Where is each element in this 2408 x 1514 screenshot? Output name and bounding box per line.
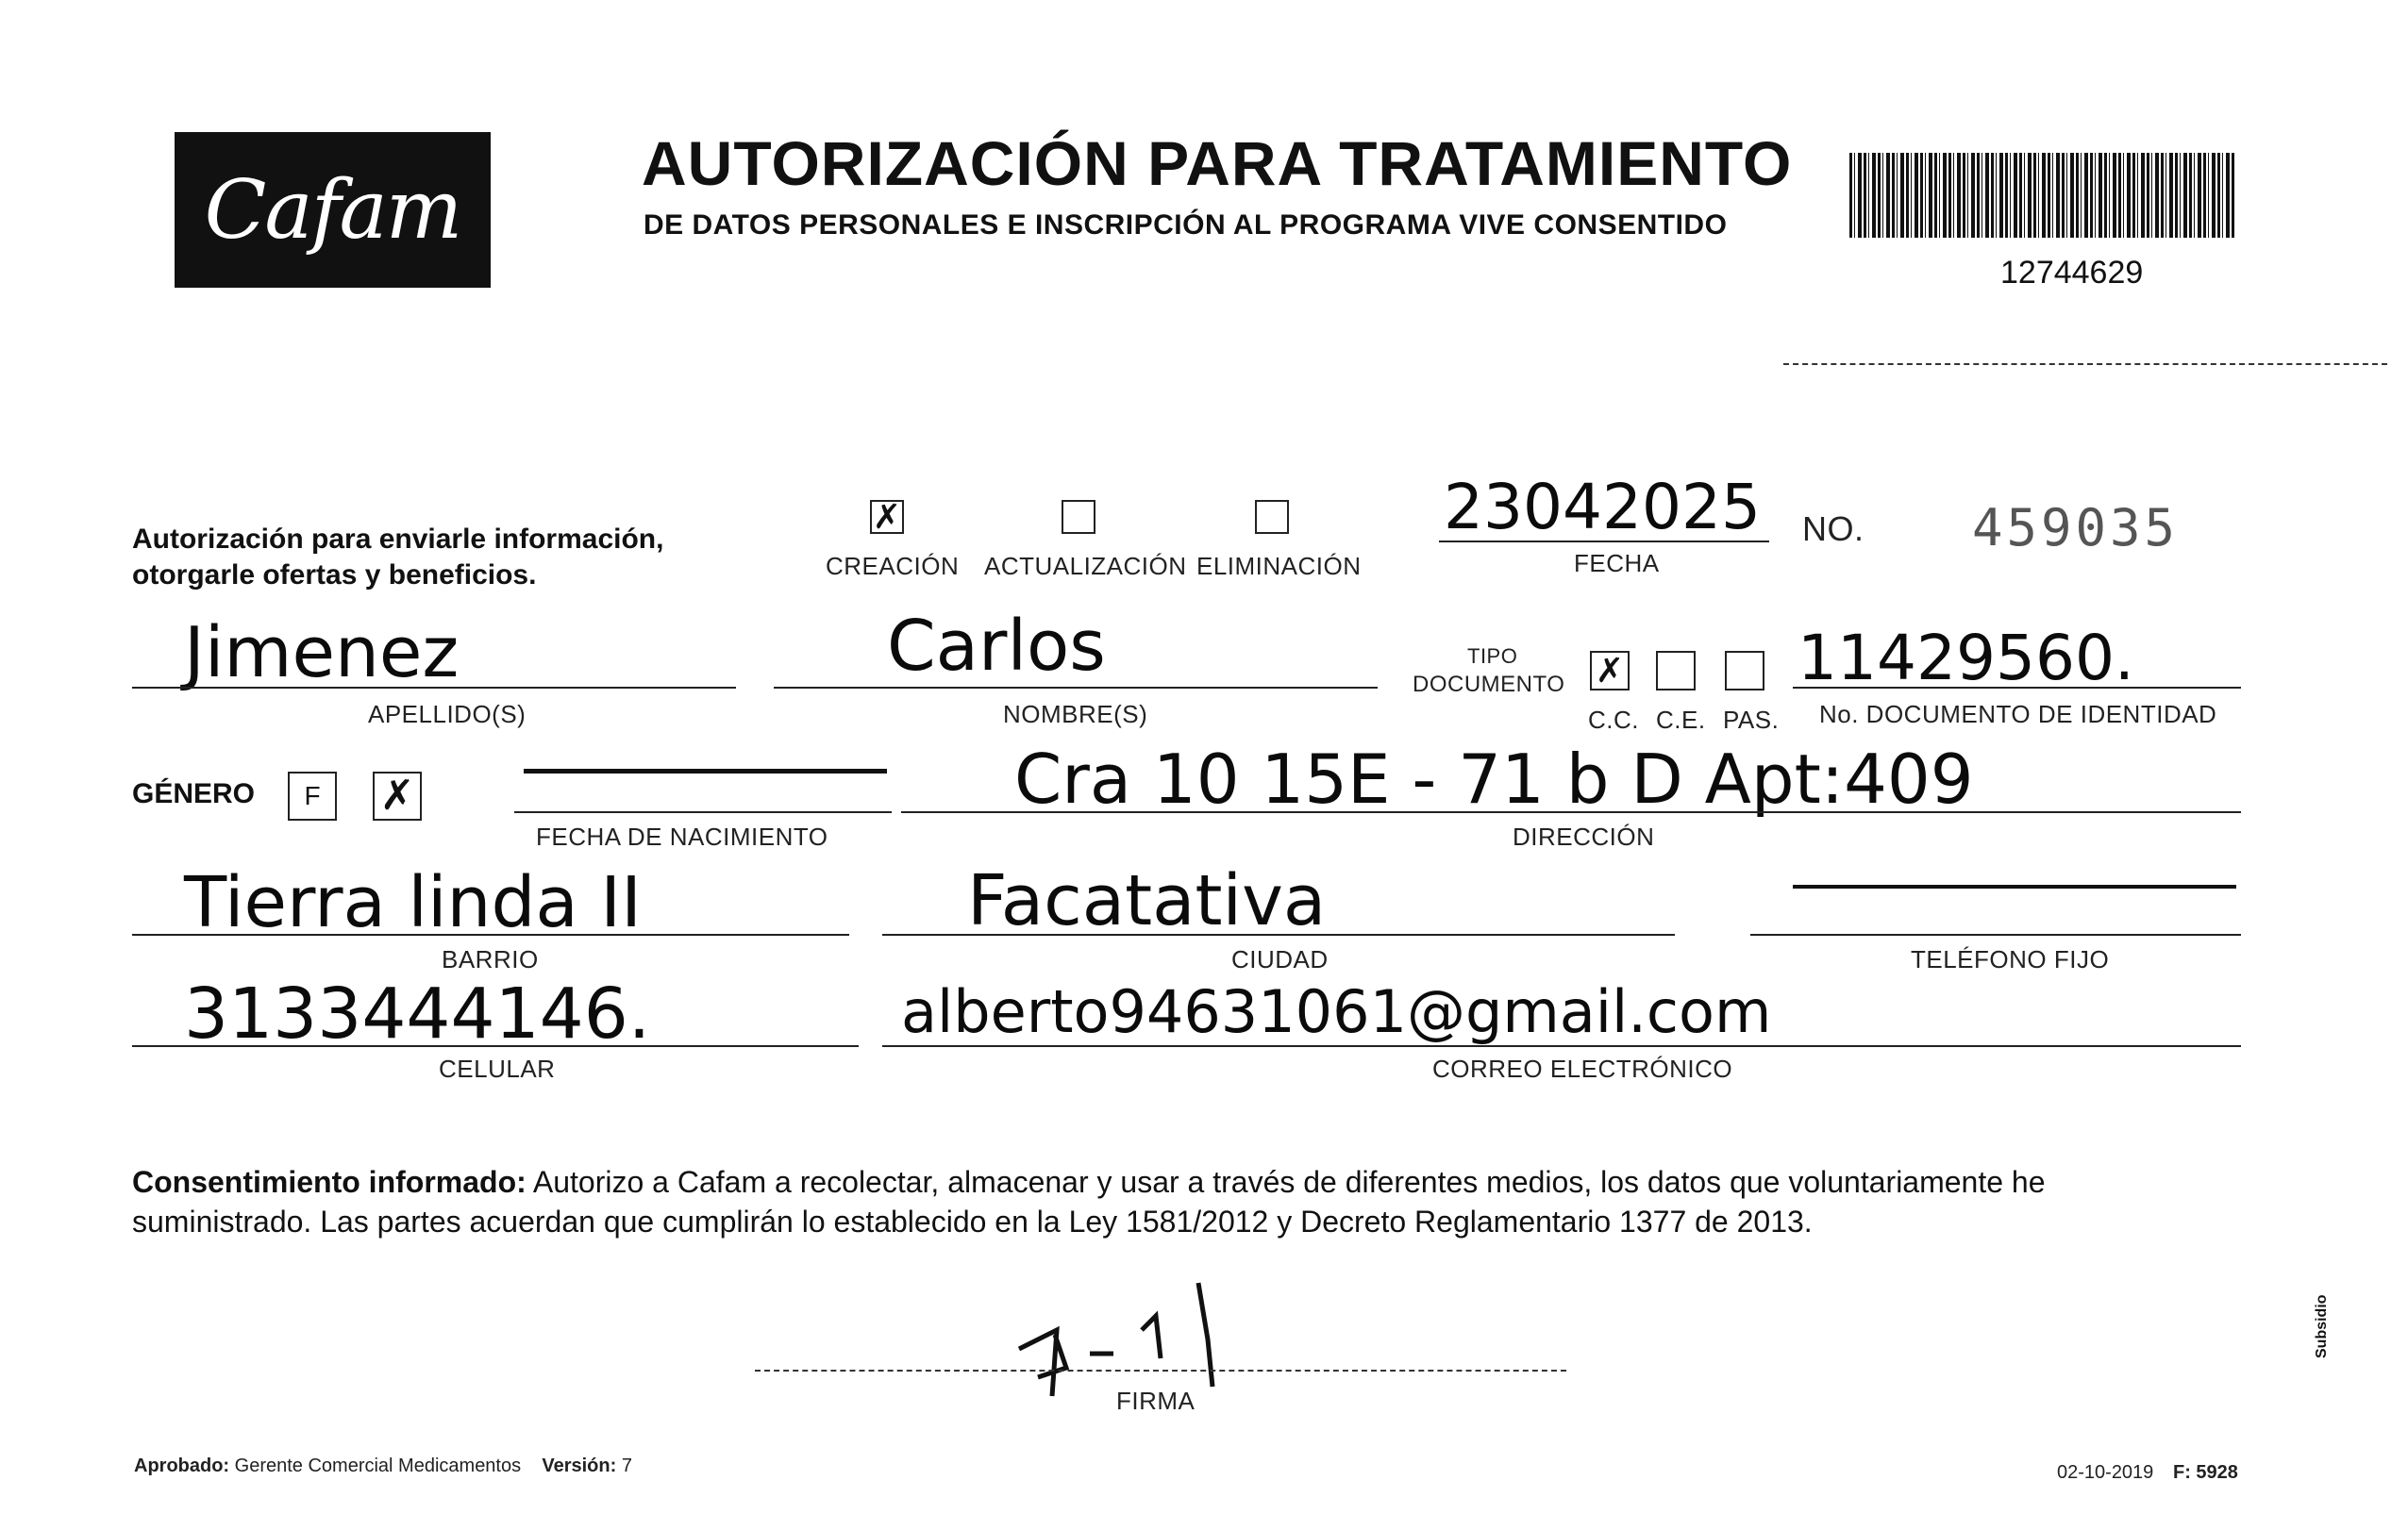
ciudad-label: CIUDAD <box>1231 945 1329 973</box>
form-number: 459035 <box>1972 498 2180 557</box>
telefono-fijo-strike <box>1793 885 2236 889</box>
eliminacion-checkbox[interactable] <box>1255 500 1289 534</box>
genero-label: GÉNERO <box>132 778 256 809</box>
cafam-logo <box>175 132 491 288</box>
direccion-label: DIRECCIÓN <box>1513 823 1655 851</box>
genero-f-checkbox[interactable] <box>288 772 337 821</box>
authorization-text-line1: Autorización para enviarle información, <box>132 524 664 555</box>
tipo-documento-label-1: TIPO <box>1467 644 1518 668</box>
date-underline <box>1439 541 1769 542</box>
footer-form-code: F: 5928 <box>2173 1462 2238 1483</box>
form-subtitle: DE DATOS PERSONALES E INSCRIPCIÓN AL PROGRAMA VIVE CONSENTIDO <box>644 209 1728 241</box>
version-label: Versión: <box>542 1456 617 1476</box>
side-vertical-text: Subsidio <box>2314 1294 2330 1358</box>
actualizacion-checkbox[interactable] <box>1062 500 1095 534</box>
approved-value: Gerente Comercial Medicamentos <box>234 1456 522 1476</box>
barrio-value[interactable]: Tierra linda II <box>184 862 642 943</box>
ciudad-value[interactable]: Facatativa <box>967 860 1327 941</box>
approved-label: Aprobado: <box>134 1456 230 1476</box>
nombres-underline <box>774 687 1378 689</box>
pas-label: PAS. <box>1723 706 1780 734</box>
date-value[interactable]: 23042025 <box>1444 471 1761 543</box>
creacion-label: CREACIÓN <box>826 552 960 580</box>
telefono-fijo-label: TELÉFONO FIJO <box>1911 945 2110 973</box>
direccion-underline <box>901 811 2241 813</box>
tipo-documento-label-2: DOCUMENTO <box>1413 672 1565 697</box>
genero-m-checkbox[interactable]: ✗ <box>373 772 422 821</box>
genero-f-label: F <box>304 781 321 810</box>
firma-label: FIRMA <box>1116 1387 1196 1415</box>
fecha-nacimiento-underline <box>514 811 892 813</box>
creacion-checkbox[interactable]: ✗ <box>870 500 904 534</box>
consent-paragraph <box>132 1162 2227 1241</box>
documento-underline <box>1793 687 2241 689</box>
consent-heading: Consentimiento informado: <box>132 1165 527 1199</box>
barcode-image <box>1849 153 2236 238</box>
fecha-nacimiento-label: FECHA DE NACIMIENTO <box>536 823 828 851</box>
ciudad-underline <box>882 934 1675 936</box>
actualizacion-label: ACTUALIZACIÓN <box>984 552 1187 580</box>
apellidos-underline <box>132 687 736 689</box>
celular-label: CELULAR <box>439 1055 556 1083</box>
nombres-label: NOMBRE(S) <box>1003 700 1148 728</box>
celular-value[interactable]: 3133444146. <box>184 973 651 1055</box>
consent-body: Autorizo a Cafam a recolectar, almacenar y usar a través de diferentes medios, los datos que voluntariamente he suministrado. Las partes acuerdan que cumplirán lo establecido en la Ley 1581/2012 y Decreto Reglamentario 1377 de 2013. <box>132 1165 2046 1239</box>
pas-checkbox[interactable] <box>1725 651 1764 690</box>
documento-value[interactable]: 11429560. <box>1798 622 2134 694</box>
footer-approved <box>134 1456 632 1477</box>
eliminacion-label: ELIMINACIÓN <box>1196 552 1362 580</box>
firma-underline[interactable] <box>755 1370 1566 1372</box>
documento-label: No. DOCUMENTO DE IDENTIDAD <box>1819 700 2217 728</box>
fecha-nacimiento-strike <box>524 769 887 774</box>
barcode-number: 12744629 <box>2000 255 2144 291</box>
authorization-text-line2: otorgarle ofertas y beneficios. <box>132 559 537 591</box>
version-value: 7 <box>621 1456 632 1476</box>
date-label: FECHA <box>1574 549 1660 577</box>
correo-label: CORREO ELECTRÓNICO <box>1432 1055 1733 1083</box>
direccion-value[interactable]: Cra 10 15E - 71 b D Apt:409 <box>1014 740 1974 819</box>
footer-date: 02-10-2019 <box>2057 1462 2154 1483</box>
cc-label: C.C. <box>1588 706 1639 734</box>
barrio-underline <box>132 934 849 936</box>
no-label: NO. <box>1802 509 1865 548</box>
telefono-fijo-underline[interactable] <box>1750 934 2241 936</box>
celular-underline <box>132 1045 859 1047</box>
apellidos-label: APELLIDO(S) <box>368 700 527 728</box>
ce-checkbox[interactable] <box>1656 651 1696 690</box>
ce-label: C.E. <box>1656 706 1706 734</box>
correo-value[interactable]: alberto94631061@gmail.com <box>901 977 1772 1046</box>
signature-scribble <box>1000 1264 1340 1443</box>
correo-underline <box>882 1045 2241 1047</box>
apellidos-value[interactable]: Jimenez <box>184 612 460 693</box>
cc-checkbox[interactable]: ✗ <box>1590 651 1630 690</box>
nombres-value[interactable]: Carlos <box>887 606 1106 687</box>
form-title: AUTORIZACIÓN PARA TRATAMIENTO <box>642 128 1793 198</box>
logo-text: Cafam <box>204 162 461 258</box>
dashed-divider <box>1783 363 2387 365</box>
barrio-label: BARRIO <box>442 945 539 973</box>
